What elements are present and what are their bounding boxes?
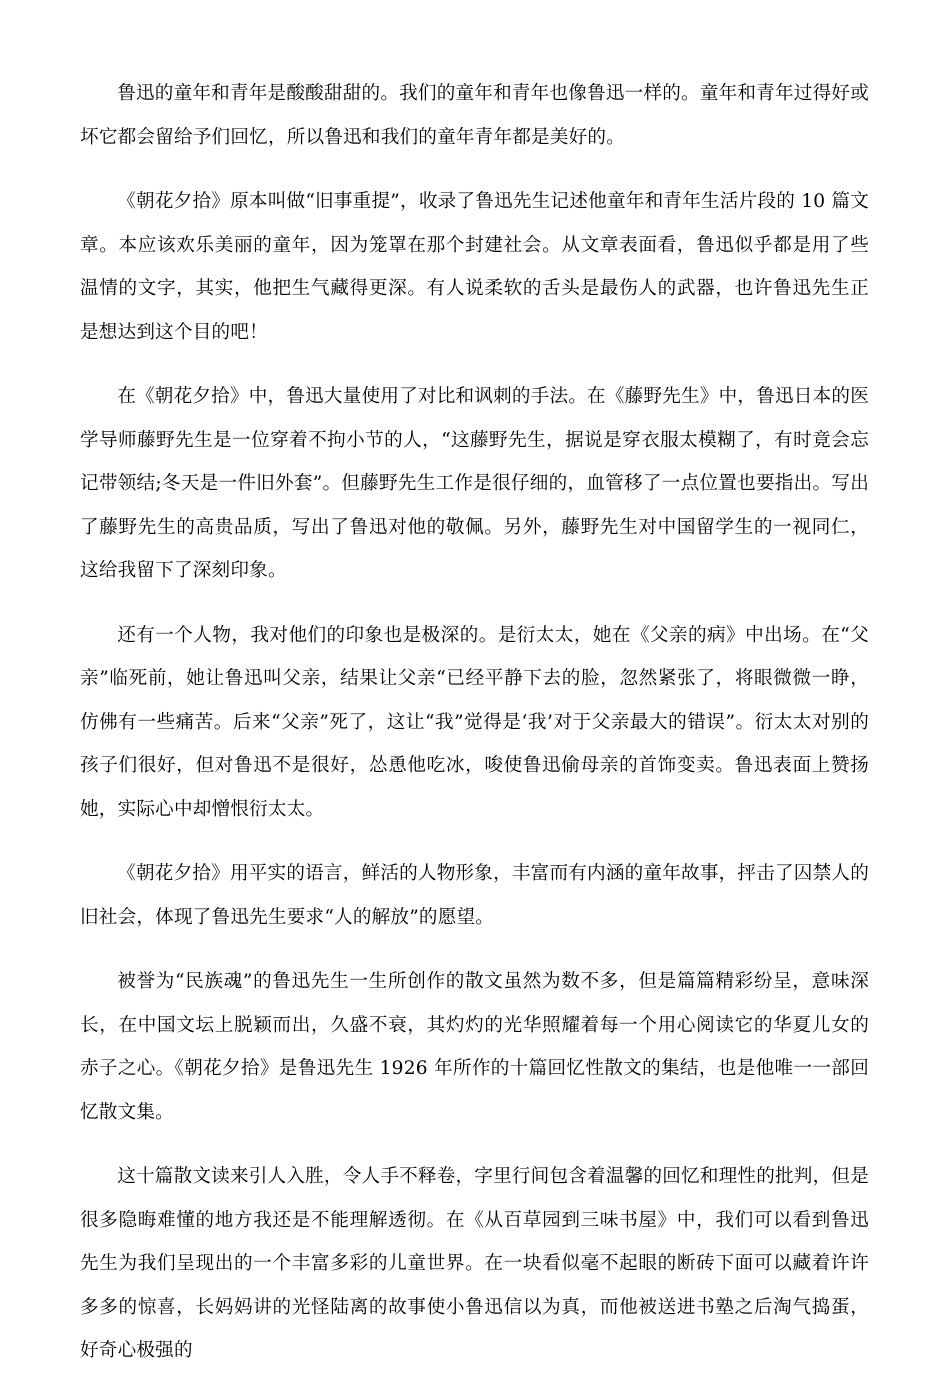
document-body [80,72,869,1394]
paragraph-4: 还有一个人物，我对他们的印象也是极深的。是衍太太，她在《父亲的病》中出场。在“父亲”临死前，她让鲁迅叫父亲，结果让父亲“已经平静下去的脸，忽然紧张了，将眼微微一睁，仿佛有一些痛苦。后来“父亲”死了，这让“我”觉得是‘我’对于父亲最大的错误”。衍太太对别的孩子们很好，但对鲁迅不是很好，怂恿他吃冰，唆使鲁迅偷母亲的首饰变卖。鲁迅表面上赞扬她，实际心中却憎恨衍太太。 [80,624,869,820]
paragraph-3: 在《朝花夕拾》中，鲁迅大量使用了对比和讽刺的手法。在《藤野先生》中，鲁迅日本的医学导师藤野先生是一位穿着不拘小节的人，“这藤野先生，据说是穿衣服太模糊了，有时竟会忘记带领结;冬天是一件旧外套”。但藤野先生工作是很仔细的，血管移了一点位置也要指出。写出了藤野先生的高贵品质，写出了鲁迅对他的敬佩。另外，藤野先生对中国留学生的一视同仁，这给我留下了深刻印象。 [80,386,869,581]
paragraph-6: 被誉为“民族魂”的鲁迅先生一生所创作的散文虽然为数不多，但是篇篇精彩纷呈，意味深长，在中国文坛上脱颖而出，久盛不衰，其灼灼的光华照耀着每一个用心阅读它的华夏儿女的赤子之心。《朝花夕拾》是鲁迅先生 1926 年所作的十篇回忆性散文的集结，也是他唯一一部回忆散文集。 [80,971,869,1123]
paragraph-5: 《朝花夕拾》用平实的语言，鲜活的人物形象，丰富而有内涵的童年故事，抨击了囚禁人的旧社会，体现了鲁迅先生要求“人的解放”的愿望。 [80,863,869,928]
paragraph-2: 《朝花夕拾》原本叫做“旧事重提”，收录了鲁迅先生记述他童年和青年生活片段的 10 篇文章。本应该欢乐美丽的童年，因为笼罩在那个封建社会。从文章表面看，鲁迅似乎都是用了些温情的文字，其实，他把生气藏得更深。有人说柔软的舌头是最伤人的武器，也许鲁迅先生正是想达到这个目的吧！ [80,191,869,343]
paragraph-1: 鲁迅的童年和青年是酸酸甜甜的。我们的童年和青年也像鲁迅一样的。童年和青年过得好或坏它都会留给予们回忆，所以鲁迅和我们的童年青年都是美好的。 [80,83,869,148]
paragraph-7: 这十篇散文读来引人入胜，令人手不释卷，字里行间包含着温馨的回忆和理性的批判，但是很多隐晦难懂的地方我还是不能理解透彻。在《从百草园到三味书屋》中，我们可以看到鲁迅先生为我们呈现出的一个丰富多彩的儿童世界。在一块看似毫不起眼的断砖下面可以藏着许许多多的惊喜，长妈妈讲的光怪陆离的故事使小鲁迅信以为真，而他被送进书塾之后淘气捣蛋，好奇心极强的 [80,1166,869,1361]
